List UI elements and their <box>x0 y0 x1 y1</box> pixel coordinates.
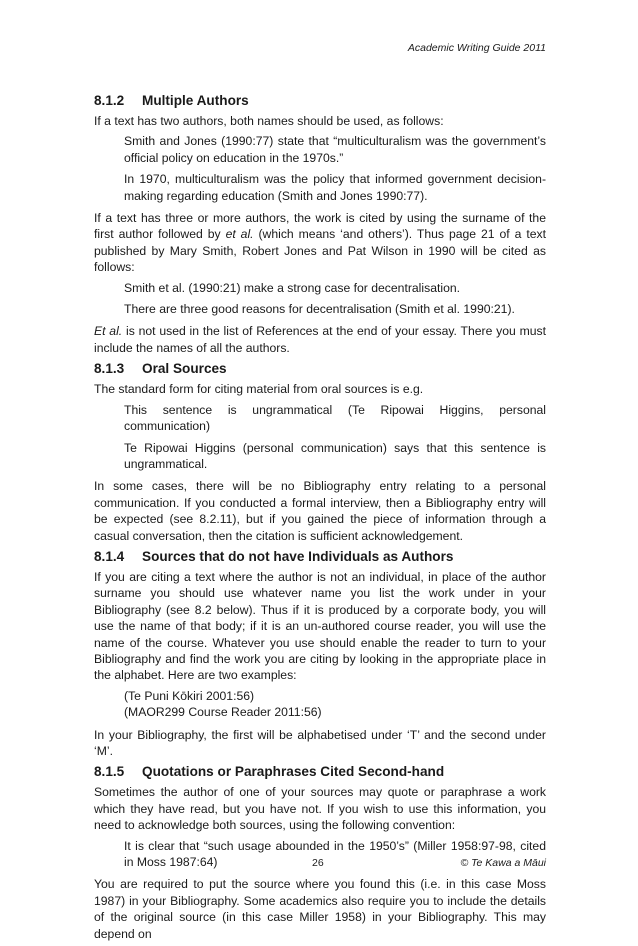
section-heading <box>94 763 546 781</box>
paragraph: The standard form for citing material from oral sources is e.g. <box>94 382 424 397</box>
section-heading <box>94 548 546 566</box>
example-quote: (MAOR299 Course Reader 2011:56) <box>124 705 322 720</box>
example-quote: Te Ripowai Higgins (personal communication) says that this sentence is ungrammatical. <box>124 440 546 471</box>
example-quote: There are three good reasons for decentralisation (Smith et al. 1990:21). <box>124 302 515 317</box>
paragraph: Sometimes the author of one of your sources may quote or paraphrase a work which they have read, but you have not. If you wish to use this information, you need to acknowledge both sources, using the following convention: <box>94 785 546 833</box>
example-quote: Smith et al. (1990:21) make a strong case for decentralisation. <box>124 280 461 295</box>
paragraph: Et al. is not used in the list of References at the end of your essay. There you must include the names of all the authors. <box>94 324 546 355</box>
section-title: Quotations or Paraphrases Cited Second-hand <box>142 764 445 780</box>
example-quote: This sentence is ungrammatical (Te Ripowai Higgins, personal communication) <box>124 402 546 434</box>
section-8-1-3 <box>94 360 546 544</box>
paragraph: If a text has two authors, both names should be used, as follows: <box>94 114 444 128</box>
example-quote: It is clear that “such usage abounded in the 1950’s” (Miller 1958:97-98, cited in Moss 1987:64) <box>124 838 546 870</box>
section-8-1-5 <box>94 763 546 942</box>
example-quote: Smith and Jones (1990:77) state that “multiculturalism was the government’s official policy on education in the 1970s.” <box>124 134 546 165</box>
section-number: 8.1.4 <box>94 548 125 564</box>
paragraph: In your Bibliography, the first will be alphabetised under ‘T’ and the second under ‘M’. <box>94 727 546 758</box>
copyright-notice: © Te Kawa a Māui <box>460 857 546 869</box>
section-heading <box>94 360 546 378</box>
running-header: Academic Writing Guide 2011 <box>407 42 546 54</box>
page-number: 26 <box>312 857 324 869</box>
paragraph: If a text has three or more authors, the work is cited by using the surname of the first author followed by et al. (which means ‘and others’). Thus page 21 of a text published by Mary Smith, Robert Jones and Pat Wilson in 1990 will be cited as follows: <box>94 211 546 275</box>
section-title: Sources that do not have Individuals as Authors <box>142 548 454 564</box>
section-number: 8.1.5 <box>94 764 125 780</box>
example-quote: In 1970, multiculturalism was the policy that informed government decision-making regarding education (Smith and Jones 1990:77). <box>124 172 546 203</box>
example-quote: (Te Puni Kōkiri 2001:56) <box>124 688 255 703</box>
paragraph: In some cases, there will be no Bibliography entry relating to a personal communication. If you conducted a formal interview, then a Bibliography entry will be expected (see 8.2.11), but if you gained the piece of information through a casual conversation, then the citation is sufficient acknowledgement. <box>94 479 546 543</box>
section-8-1-4 <box>94 548 546 759</box>
page-content <box>94 91 546 946</box>
section-title: Oral Sources <box>142 361 227 377</box>
section-number: 8.1.3 <box>94 361 125 377</box>
section-heading <box>94 92 546 110</box>
paragraph: You are required to put the source where you found this (i.e. in this case Moss 1987) in your Bibliography. Some academics also require you to include the details of the original source (in this case Miller 1958) in your Bibliography. This may depend on <box>94 877 546 941</box>
section-8-1-2 <box>94 92 546 356</box>
section-number: 8.1.2 <box>94 93 125 108</box>
paragraph: If you are citing a text where the author is not an individual, in place of the author surname you should use whatever name you list the work under in your Bibliography (see 8.2 below). Thus if it is produced by a corporate body, you will use the name of that body; if it is an un-authored course reader, you will use the name of the course. Whatever you use should enable the reader to turn to your Bibliography and find the work you are citing by looking in the appropriate place in the alphabet. Here are two examples: <box>94 569 546 683</box>
section-title: Multiple Authors <box>142 93 249 108</box>
